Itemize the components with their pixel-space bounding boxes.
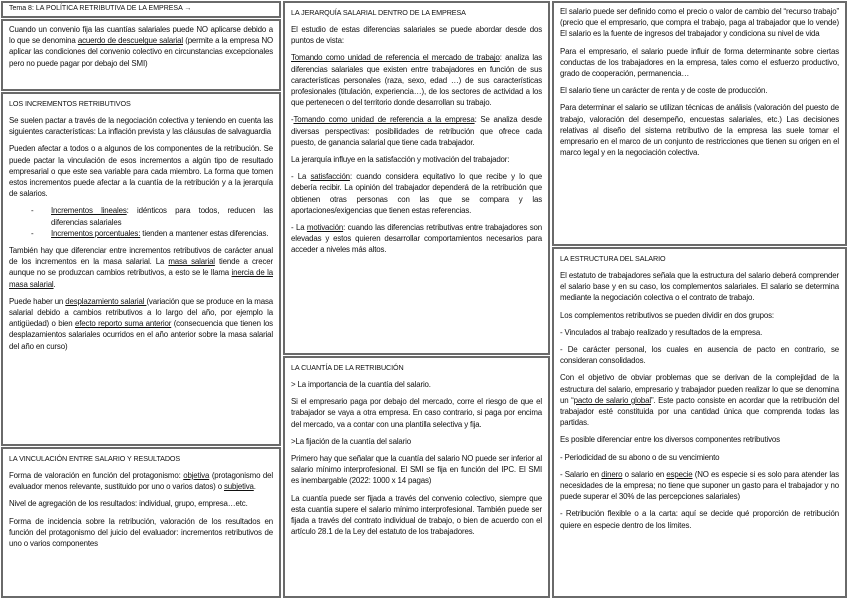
paragraph bbox=[560, 102, 839, 158]
paragraph bbox=[560, 310, 839, 321]
text-run: Cuando un convenio fija las cuantías salariales puede NO aplicarse debido a lo que se denomina bbox=[9, 25, 273, 46]
paragraph bbox=[9, 115, 273, 137]
section-title: LA VINCULACIÓN ENTRE SALARIO Y RESULTADOS bbox=[9, 454, 181, 463]
underlined-term: dinero bbox=[601, 469, 623, 479]
underlined-term: masa salarial bbox=[168, 257, 215, 267]
text-run: : analiza las diferencias salariales que existen entre trabajadores en función de sus características personales (raza, sexo, edad …) de sus características profesionales (titulación, experiencia…), de los sectores de actividad a los que pertenecen o del territorio donde desarrollan su trabajo. bbox=[291, 53, 542, 108]
text-run: Puede haber un bbox=[9, 296, 66, 306]
paragraph bbox=[291, 52, 542, 108]
text-run: - Vinculados al trabajo realizado y resultados de la empresa. bbox=[560, 327, 763, 337]
text-run: (permite a la empresa NO aplicar las condiciones del convenio colectivo en circunstancias excepcionales pero no puede pagar por debajo del SMI) bbox=[9, 36, 273, 68]
underlined-term: inercia de la masa salarial bbox=[9, 268, 273, 289]
section-descuelgue bbox=[1, 19, 281, 91]
text-run: Se suelen pactar a través de la negociación colectiva y teniendo en cuenta las siguientes características: La inflación prevista y las cláusulas de salvaguardia bbox=[9, 116, 273, 137]
section-title: LA CUANTÍA DE LA RETRIBUCIÓN bbox=[291, 363, 404, 372]
paragraph bbox=[560, 434, 839, 445]
underlined-term: Incrementos lineales bbox=[51, 206, 127, 216]
topic-title-box bbox=[1, 1, 281, 18]
paragraph bbox=[560, 452, 839, 463]
section-title: LA ESTRUCTURA DEL SALARIO bbox=[560, 254, 666, 263]
text-run: ”. Este pacto consiste en acordar que la retribución del trabajador esté constituida por una cantidad única que comprenda todas las partidas. bbox=[560, 395, 839, 428]
paragraph bbox=[291, 114, 542, 148]
text-run: - bbox=[291, 115, 294, 125]
list-item-text bbox=[51, 205, 273, 227]
underlined-term: Tomando como unidad de referencia el mercado de trabajo bbox=[291, 53, 500, 63]
text-run: - Salario en bbox=[560, 469, 602, 479]
paragraph bbox=[9, 516, 273, 550]
paragraph bbox=[291, 436, 542, 447]
paragraph bbox=[9, 498, 273, 509]
paragraph bbox=[291, 453, 542, 487]
underlined-term: especie bbox=[666, 469, 693, 479]
paragraph bbox=[291, 396, 542, 430]
text-run: Forma de valoración en función del protagonismo: bbox=[9, 471, 184, 480]
text-run: - La bbox=[291, 172, 311, 182]
section-vinculacion bbox=[1, 447, 281, 598]
text-run: tiende a crecer aunque no se produzcan cambios retributivos, a esto se le llama bbox=[9, 257, 273, 278]
text-run: Pueden afectar a todos o a algunos de los componentes de la retribución. Se puede pactar la vinculación de esos incrementos a algún tipo de resultado empresarial o que este sea variable para cada miembro. La forma que tomen estos incrementos puede afectar a la cuantía de la retribución y a la jerarquía de salarios. bbox=[9, 144, 273, 199]
text-run: Con el objetivo de obviar problemas que se derivan de la complejidad de la estructura del salario, empresario y trabajador pueden realizar lo que se denomina un “ bbox=[560, 373, 839, 405]
underlined-term: acuerdo de descuelgue salarial bbox=[77, 36, 184, 46]
section-title: LA JERARQUÍA SALARIAL DENTRO DE LA EMPRESA bbox=[291, 8, 466, 17]
text-run: - De carácter personal, los cuales en ausencia de pacto en contrario, se consideran consolidados. bbox=[560, 345, 839, 366]
text-run: Primero hay que señalar que la cuantía del salario NO puede ser inferior al salario mínimo interprofesional. El SMI se fija en función del IPC. El SMI es inembargable (2022: 1000 x 14 pagas) bbox=[291, 454, 542, 486]
paragraph bbox=[291, 379, 542, 390]
text-run: : cuando considera equitativo lo que recibe y lo que debería recibir. La opinión del trabajador dependerá de la retribución que obtienen otras personas con las que se compara y las aportaciones/exigencias que tienen estas referencias. bbox=[291, 172, 542, 215]
underlined-term: desplazamiento salarial bbox=[65, 296, 147, 306]
text-run: Para determinar el salario se utilizan técnicas de análisis (valoración del puesto de trabajo, valoración del desempeño, encuestas salariales, etc.) Las decisiones relativas al diseño del sistema retributivo de la empresa las suele tomar el empresario en el marco de un conjunto de restricciones que tienen su origen en el marco legal y en la negociación colectiva. bbox=[560, 103, 839, 158]
underlined-term: efecto reporto suma anterior bbox=[75, 319, 172, 329]
underlined-term: satisfacción bbox=[310, 172, 350, 182]
paragraph bbox=[560, 46, 839, 80]
list-item bbox=[31, 205, 273, 227]
text-run: Es posible diferenciar entre los diversos componentes retributivos bbox=[560, 435, 780, 445]
text-run: El estatuto de trabajadores señala que la estructura del salario deberá comprender el salario base y en su caso, los complementos salariales. El salario se determina mediante la negociación colectiva o el contrato de trabajo. bbox=[560, 271, 839, 303]
text-run: También hay que diferenciar entre incrementos retributivos de carácter anual de los incrementos en la masa salarial. La bbox=[9, 246, 273, 267]
text-run: (NO es especie si es solo para atender las necesidades de la empresa; no tiene que suponer un gasto para el trabajador y no puede superar el 30% de las percepciones salariales) bbox=[560, 469, 839, 502]
text-run: > La importancia de la cuantía del salario. bbox=[291, 380, 431, 389]
paragraph bbox=[9, 245, 273, 290]
paragraph bbox=[291, 24, 542, 46]
paragraph bbox=[291, 493, 542, 538]
list-item bbox=[31, 228, 273, 239]
text-run: Para el empresario, el salario puede influir de forma determinante sobre ciertas conductas de los trabajadores en la empresa, tales como el esfuerzo productivo, grado de cooperación, permanencia… bbox=[560, 46, 839, 79]
text-run: Los complementos retributivos se pueden dividir en dos grupos: bbox=[560, 310, 774, 320]
text-run: - Periodicidad de su abono o de su vencimiento bbox=[560, 452, 720, 462]
paragraph bbox=[560, 270, 839, 304]
text-run: - Retribución flexible o a la carta: aquí se decide qué proporción de retribución quiere en especie dentro de los límites. bbox=[560, 509, 839, 530]
text-run: - La bbox=[291, 223, 307, 233]
text-run: El salario puede ser definido como el precio o valor de cambio del “recurso trabajo” (precio que el empresario, que compra el trabajo, paga al trabajador que lo vende) El salario es la fuente de ingresos del trabajador y condiciona su nivel de vida bbox=[560, 7, 839, 39]
text-run: . bbox=[253, 482, 256, 492]
section-definicion bbox=[552, 1, 847, 246]
underlined-term: objetiva bbox=[183, 471, 210, 480]
text-run: La cuantía puede ser fijada a través del convenio colectivo, siempre que esta cuantía supere el salario mínimo interprofesional. También puede ser fijada a través del contrato individual de trabajo, o bien de acuerdo con el artículo 28.1 de la Ley del estatuto de los trabajadores. bbox=[291, 493, 542, 537]
paragraph bbox=[560, 344, 839, 366]
bullet-dash: - bbox=[31, 228, 34, 238]
text-run: El salario tiene un carácter de renta y de coste de producción. bbox=[560, 86, 768, 96]
paragraph bbox=[560, 85, 839, 96]
text-run: Nivel de agregación de los resultados: individual, grupo, empresa…etc. bbox=[9, 499, 248, 509]
section-jerarquia bbox=[283, 1, 550, 355]
text-run: . bbox=[53, 279, 56, 289]
text-run: El estudio de estas diferencias salariales se puede abordar desde dos puntos de vista: bbox=[291, 25, 542, 46]
paragraph bbox=[9, 143, 273, 199]
text-run: : cuando las diferencias retributivas entre trabajadores son elevadas y estos quieren desarrollar comportamientos necesarios para acceder a niveles más altos. bbox=[291, 223, 542, 255]
text-run: (variación que se produce en la masa salarial debido a cambios retributivos a lo largo del año, por ejemplo la antigüedad) o bien bbox=[9, 296, 273, 329]
underlined-term: motivación bbox=[306, 223, 344, 233]
paragraph bbox=[291, 154, 542, 165]
underlined-term: Incrementos porcentuales: bbox=[51, 228, 141, 238]
underlined-term: Tomando como unidad de referencia a la empresa bbox=[293, 115, 475, 125]
paragraph bbox=[560, 508, 839, 530]
section-estructura bbox=[552, 247, 847, 598]
paragraph bbox=[9, 296, 273, 352]
section-incrementos bbox=[1, 92, 281, 446]
paragraph bbox=[9, 24, 273, 69]
paragraph bbox=[560, 469, 839, 503]
section-cuantia bbox=[283, 356, 550, 598]
text-run: Si el empresario paga por debajo del mercado, corre el riesgo de que el trabajador se vaya a otra empresa. En caso contrario, si paga por encima del mercado, va a contar con una plantilla selectiva y fija. bbox=[291, 397, 542, 429]
text-run: Forma de incidencia sobre la retribución, valoración de los resultados en función del protagonismo del juicio del evaluador: incrementos retributivos de uno o varios componentes bbox=[9, 516, 273, 549]
paragraph bbox=[291, 222, 542, 256]
underlined-term: subjetiva bbox=[223, 482, 254, 492]
paragraph bbox=[560, 372, 839, 428]
bullet-dash: - bbox=[31, 206, 34, 216]
topic-title: Tema 8: LA POLÍTICA RETRIBUTIVA DE LA EMPRESA → bbox=[9, 5, 192, 12]
text-run: (protagonismo del evaluador menos relevante, sustituido por uno o varios datos) o bbox=[9, 471, 273, 492]
list-item-text bbox=[51, 228, 268, 239]
text-run: : idénticos para todos, reducen las diferencias salariales bbox=[51, 206, 273, 227]
section-title: LOS INCREMENTOS RETRIBUTIVOS bbox=[9, 99, 131, 108]
paragraph bbox=[291, 171, 542, 216]
paragraph bbox=[560, 327, 839, 338]
underlined-term: pacto de salario global bbox=[573, 395, 651, 405]
text-run: tienden a mantener estas diferencias. bbox=[140, 228, 269, 238]
text-run: : Se analiza desde diversas perspectivas: posibilidades de retribución que ofrece cada puesto, de ganancia salarial que tiene cada trabajador. bbox=[291, 115, 542, 147]
paragraph bbox=[560, 6, 839, 40]
text-run: o salario en bbox=[622, 469, 667, 479]
paragraph bbox=[9, 470, 273, 492]
text-run: (consecuencia que tienen los desplazamientos salariales ocurridos en el año anterior sobre la masa salarial del año en curso) bbox=[9, 319, 273, 351]
text-run: >La fijación de la cuantía del salario bbox=[291, 436, 411, 446]
text-run: La jerarquía influye en la satisfacción y motivación del trabajador: bbox=[291, 155, 510, 165]
